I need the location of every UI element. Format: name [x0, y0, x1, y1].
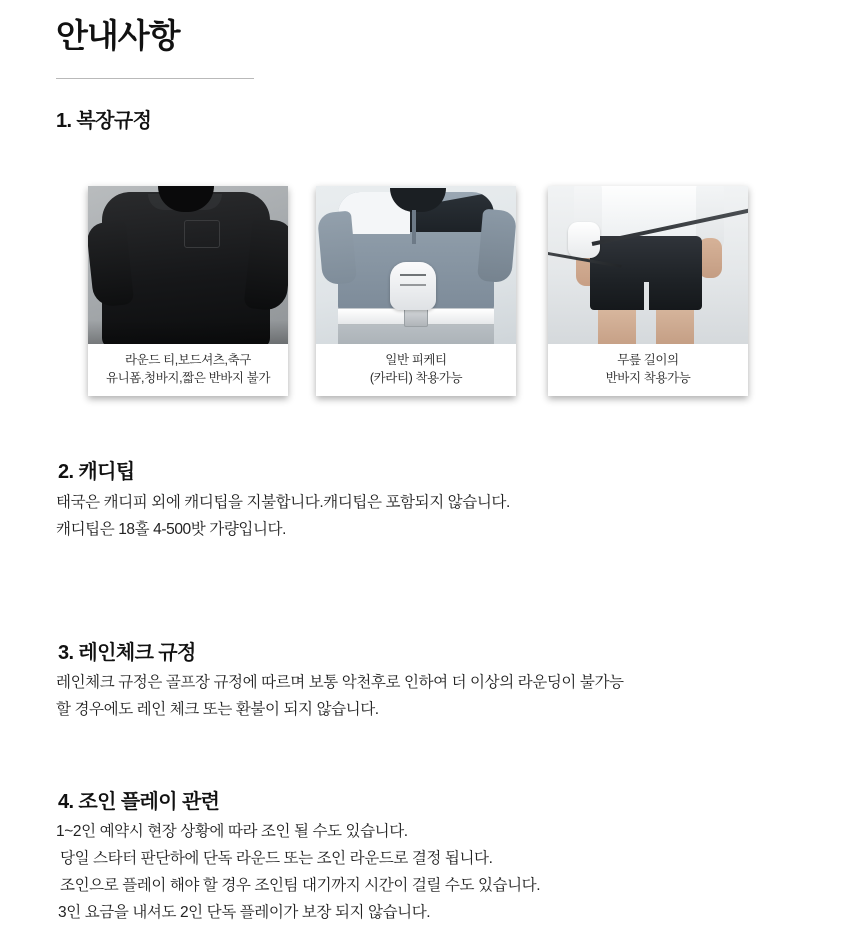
- page-title: 안내사항: [56, 17, 180, 54]
- join-play-line-2: 당일 스타터 판단하에 단독 라운드 또는 조인 라운드로 결정 됩니다.: [60, 850, 493, 867]
- rain-check-line-2: 할 경우에도 레인 체크 또는 환불이 되지 않습니다.: [56, 701, 379, 718]
- card-note-line-2: 유니폼,청바지,짧은 반바지 불가: [105, 371, 271, 386]
- rain-check-line-1: 레인체크 규정은 골프장 규정에 따르며 보통 악천후로 인하여 더 이상의 라운딩이 불가능: [56, 674, 624, 691]
- card-note: [316, 344, 516, 396]
- section-heading-caddie-tip: 2. 캐디팁: [58, 461, 135, 483]
- join-play-line-3: 조인으로 플레이 해야 할 경우 조인팀 대기까지 시간이 걸릴 수도 있습니다.: [60, 877, 541, 894]
- card-shell: [88, 186, 288, 396]
- section-heading-dress-code: 1. 복장규정: [56, 110, 152, 132]
- card-note: [88, 344, 288, 396]
- black-round-tshirt-photo: [88, 186, 288, 344]
- section-heading-rain-check: 3. 레인체크 규정: [58, 642, 196, 664]
- golf-shorts-photo: [548, 186, 748, 344]
- section-heading-join-play: 4. 조인 플레이 관련: [58, 791, 220, 813]
- card-note: [548, 344, 748, 396]
- card-note-line-2: (카라티) 착용가능: [369, 371, 463, 386]
- join-play-line-4: 3인 요금을 내셔도 2인 단독 플레이가 보장 되지 않습니다.: [58, 904, 431, 921]
- card-note-line-1: 라운드 티,보드셔츠,축구: [125, 353, 251, 367]
- card-shell: [548, 186, 748, 396]
- card-shell: [316, 186, 516, 396]
- dress-code-card-group: [56, 152, 802, 402]
- title-divider: [56, 78, 254, 79]
- card-note-line-2: 반바지 착용가능: [605, 371, 691, 386]
- card-note-line-1: 일반 피케티: [385, 353, 447, 367]
- caddie-tip-line-1: 태국은 캐디피 외에 캐디팁을 지불합니다.캐디팁은 포함되지 않습니다.: [56, 494, 510, 511]
- dress-code-card-shorts: [548, 186, 748, 396]
- join-play-line-1: 1~2인 예약시 현장 상황에 따라 조인 될 수도 있습니다.: [56, 823, 408, 840]
- dress-code-card-collar-shirt: [316, 186, 516, 396]
- caddie-tip-line-2: 캐디팁은 18홀 4-500밧 가량입니다.: [56, 521, 287, 538]
- dress-code-card-not-allowed: [88, 186, 288, 396]
- card-note-line-1: 무릎 길이의: [617, 353, 679, 367]
- document-header: [56, 16, 266, 79]
- grey-collar-polo-photo: [316, 186, 516, 344]
